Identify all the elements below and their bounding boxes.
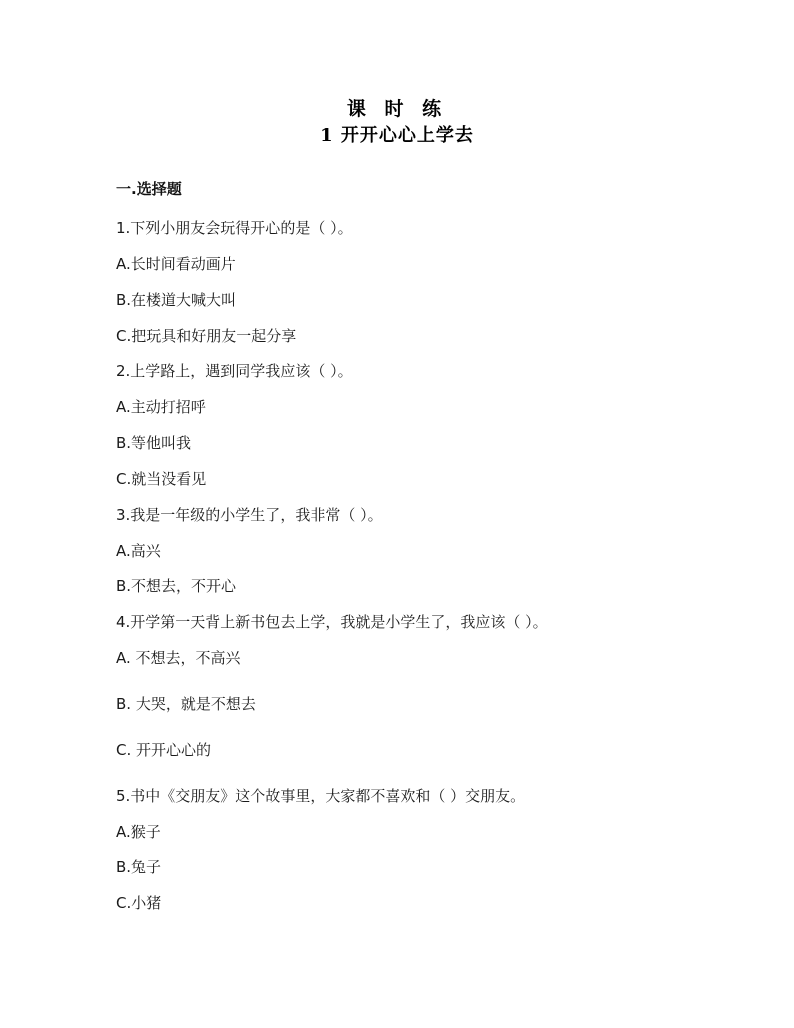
question-1-option-c: C.把玩具和好朋友一起分享 [116,327,297,345]
question-5-option-a: A.猴子 [116,823,161,841]
question-5-stem: 5.书中《交朋友》这个故事里，大家都不喜欢和（ ）交朋友。 [116,787,526,805]
question-1-stem: 1.下列小朋友会玩得开心的是（ ）。 [116,219,353,237]
question-5-option-b: B.兔子 [116,858,162,876]
question-2-option-a: A.主动打招呼 [116,398,206,416]
section-heading: 一.选择题 [116,180,182,198]
question-3-option-a: A.高兴 [116,542,161,560]
question-1-option-a: A.长时间看动画片 [116,255,236,273]
question-2-option-b: B.等他叫我 [116,434,192,452]
question-4-stem: 4.开学第一天背上新书包去上学，我就是小学生了，我应该（ ）。 [116,613,548,631]
question-4-option-c: C. 开开心心的 [116,741,212,759]
page-title: 课 时 练 [346,98,448,120]
question-4-option-a: A. 不想去，不高兴 [116,649,241,667]
question-5-option-c: C.小猪 [116,894,162,912]
question-2-option-c: C.就当没看见 [116,470,207,488]
lesson-title: 1 开开心心上学去 [320,125,474,146]
question-4-option-b: B. 大哭，就是不想去 [116,695,256,713]
question-3-option-b: B.不想去，不开心 [116,577,237,595]
question-1-option-b: B.在楼道大喊大叫 [116,291,237,309]
question-2-stem: 2.上学路上，遇到同学我应该（ ）。 [116,362,353,380]
question-3-stem: 3.我是一年级的小学生了，我非常（ ）。 [116,506,383,524]
